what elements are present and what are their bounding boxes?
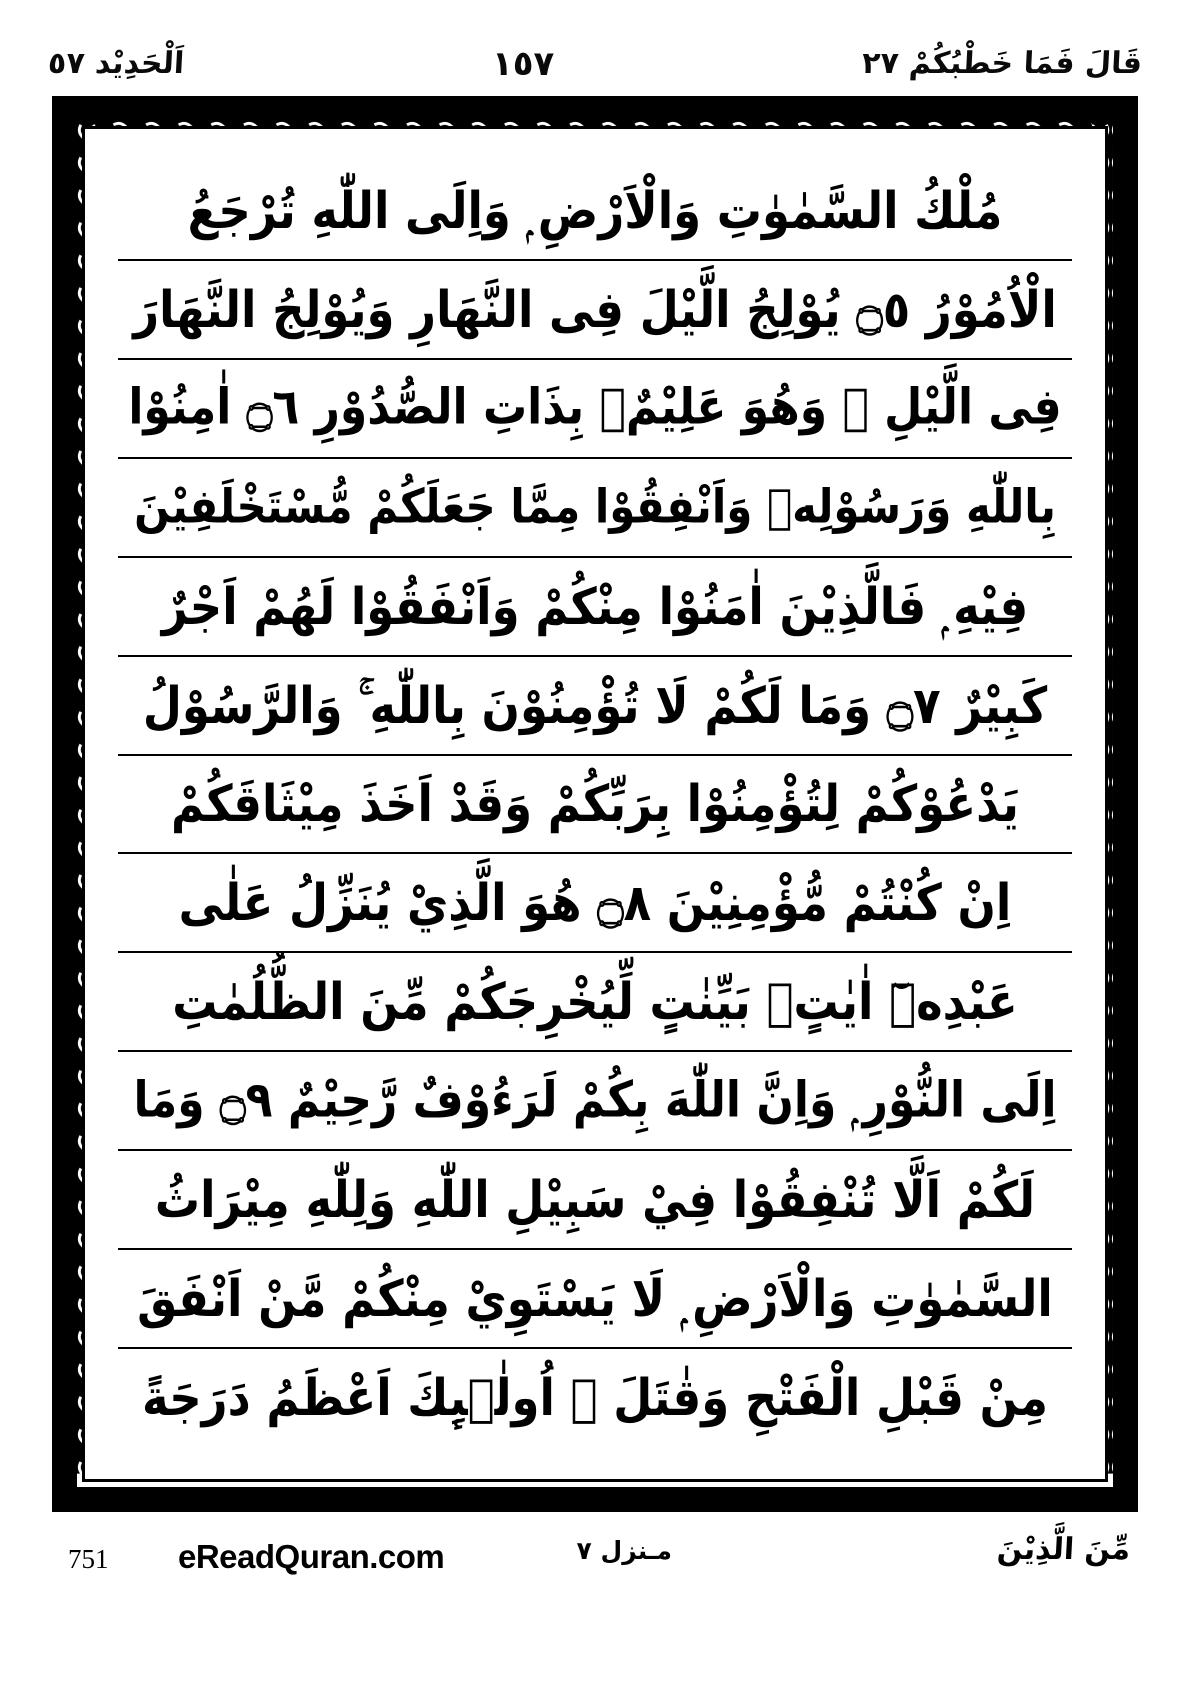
ayah-line-text: فِيْهِ ۭ فَالَّذِيْنَ اٰمَنُوْا مِنْكُمْ وَاَنْفَقُوْا لَهُمْ اَجْرٌ xyxy=(161,576,1029,636)
ayah-line xyxy=(118,1349,1072,1446)
ayah-line xyxy=(118,1250,1072,1349)
ayah-line-text: اِلَى النُّوْرِ ۭ وَاِنَّ اللّٰهَ بِكُمْ لَرَءُوْفٌ رَّحِيْمٌ ۝٩ وَمَا xyxy=(133,1071,1057,1129)
footer-manzil-label: مـنزل ٧ xyxy=(576,1536,672,1565)
footer-page-number: 751 xyxy=(68,1544,109,1574)
ayah-line xyxy=(118,162,1072,261)
surah-label: اَلْحَدِيْد ٥٧ xyxy=(47,46,186,81)
ayah-line xyxy=(118,1151,1072,1250)
ayah-line xyxy=(118,756,1072,855)
page-header xyxy=(48,34,1142,94)
footer-catchword: مِّنَ الَّذِيْنَ xyxy=(995,1532,1131,1567)
ayah-line-text: كَبِيْرٌ ۝٧ وَمَا لَكُمْ لَا تُؤْمِنُوْنَ بِاللّٰهِ ۚ وَالرَّسُوْلُ xyxy=(142,675,1048,735)
ayah-line xyxy=(118,953,1072,1052)
ayah-line-text: السَّمٰوٰتِ وَالْاَرْضِ ۭ لَا يَسْتَوِيْ مِنْكُمْ مَّنْ اَنْفَقَ xyxy=(137,1268,1053,1329)
ornamental-frame xyxy=(52,96,1138,1512)
page-footer xyxy=(48,1530,1142,1600)
ayah-line-text: مُلْكُ السَّمٰوٰتِ وَالْاَرْضِ ۭ وَاِلَى اللّٰهِ تُرْجَعُ xyxy=(187,180,1003,241)
ayah-line-text: مِنْ قَبْلِ الْفَتْحِ وَقٰتَلَ ۭ اُولٰۗىِٕكَ اَعْظَمُ دَرَجَةً xyxy=(141,1367,1049,1428)
ayah-line-text: يَدْعُوْكُمْ لِتُؤْمِنُوْا بِرَبِّكُمْ وَقَدْ اَخَذَ مِيْثَاقَكُمْ xyxy=(171,774,1019,834)
ayah-line xyxy=(118,261,1072,360)
ayah-line-text: بِاللّٰهِ وَرَسُوْلِهٖ وَاَنْفِقُوْا مِمَّا جَعَلَكُمْ مُّسْتَخْلَفِيْنَ xyxy=(134,479,1056,535)
ayah-line-text: لَكُمْ اَلَّا تُنْفِقُوْا فِيْ سَبِيْلِ اللّٰهِ وَلِلّٰهِ مِيْرَاثُ xyxy=(154,1169,1036,1230)
ayah-line xyxy=(118,459,1072,558)
ayah-line xyxy=(118,558,1072,657)
ayah-line xyxy=(118,360,1072,459)
frame-inner-rule xyxy=(82,126,1108,1482)
ayah-lines xyxy=(118,162,1072,1446)
ayah-line-text: الْاُمُوْرُ ۝٥ يُوْلِجُ الَّيْلَ فِى النَّهَارِ وَيُوْلِجُ النَّهَارَ xyxy=(133,279,1057,340)
ayah-line-text: عَبْدِهٖٓ اٰيٰتٍۢ بَيِّنٰتٍ لِّيُخْرِجَكُمْ مِّنَ الظُّلُمٰتِ xyxy=(172,972,1018,1032)
ayah-line xyxy=(118,854,1072,953)
ayah-line-text: اِنْ كُنْتُمْ مُّؤْمِنِيْنَ ۝٨ هُوَ الَّذِيْ يُنَزِّلُ عَلٰى xyxy=(178,873,1012,933)
header-page-number-arabic: ١٥٧ xyxy=(491,44,555,84)
ayah-line xyxy=(118,657,1072,756)
ayah-line-text: فِى الَّيْلِ ۭ وَهُوَ عَلِيْمٌۢ بِذَاتِ الصُّدُوْرِ ۝٦ اٰمِنُوْا xyxy=(128,379,1062,437)
juz-label: قَالَ فَمَا خَطْبُكُمْ ٢٧ xyxy=(861,46,1143,81)
footer-brand[interactable]: eReadQuran.com xyxy=(178,1538,445,1575)
ayah-line xyxy=(118,1052,1072,1151)
